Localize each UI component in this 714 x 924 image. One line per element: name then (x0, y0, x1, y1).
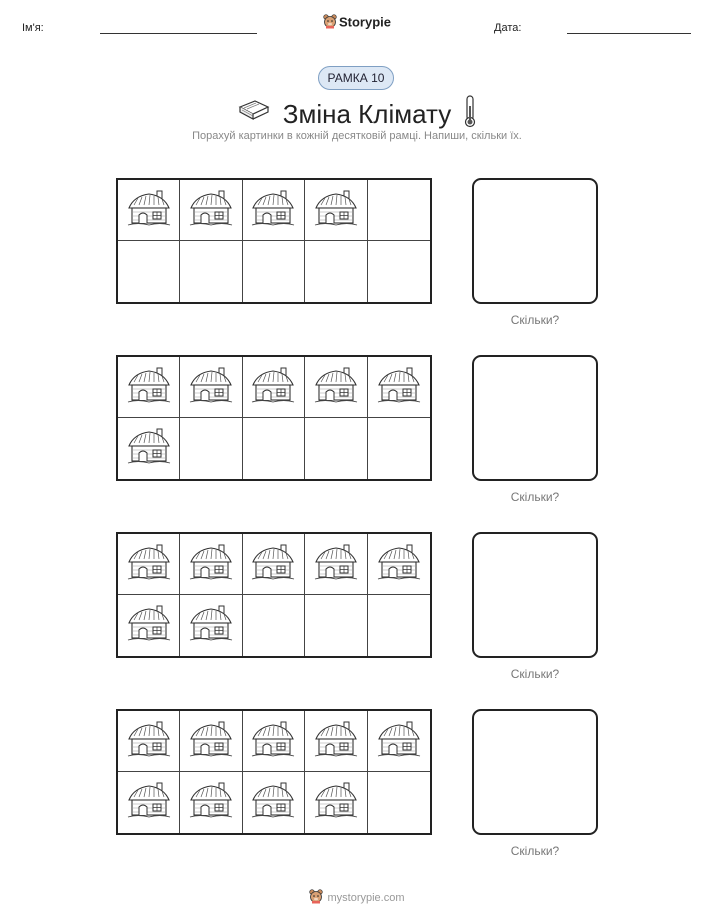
frame-cell (243, 241, 305, 302)
answer-label-1: Скільки? (510, 313, 560, 327)
ten-frame-3 (116, 532, 432, 658)
frame-cell (243, 534, 305, 595)
answer-box-3[interactable] (472, 532, 598, 658)
bear-icon (323, 14, 337, 32)
frame-cell (368, 711, 430, 772)
house-icon (188, 542, 234, 587)
house-icon (376, 542, 422, 587)
house-icon (126, 426, 172, 471)
date-line[interactable] (567, 33, 691, 34)
frame-cell (180, 241, 242, 302)
frame-cell (305, 357, 367, 418)
frame-cell (243, 772, 305, 833)
frame-cell (305, 772, 367, 833)
house-icon (376, 365, 422, 410)
frame-cell (305, 534, 367, 595)
house-icon (126, 188, 172, 233)
book-icon (237, 98, 271, 131)
level-badge: РАМКА 10 (318, 66, 394, 90)
frame-cell (305, 711, 367, 772)
frame-cell (243, 711, 305, 772)
frame-cell (180, 534, 242, 595)
thermometer-icon (463, 94, 477, 135)
answer-label-4: Скільки? (510, 844, 560, 858)
house-icon (250, 542, 296, 587)
house-icon (250, 365, 296, 410)
frame-cell (118, 357, 180, 418)
house-icon (250, 188, 296, 233)
instruction-text: Порахуй картинки в кожній десятковій рамці. Напиши, скільки їх. (192, 130, 522, 142)
house-icon (313, 188, 359, 233)
frame-cell (243, 595, 305, 656)
frame-cell (368, 241, 430, 302)
title-text: Зміна Клімату (282, 99, 452, 129)
answer-box-2[interactable] (472, 355, 598, 481)
frame-cell (118, 180, 180, 241)
frame-cell (118, 772, 180, 833)
house-icon (188, 719, 234, 764)
footer-url: mystorypie.com (327, 891, 405, 904)
name-line[interactable] (100, 33, 257, 34)
frame-cell (243, 357, 305, 418)
footer (0, 889, 714, 907)
frame-cell (180, 595, 242, 656)
frame-cell (118, 418, 180, 479)
frame-cell (368, 180, 430, 241)
frame-cell (305, 595, 367, 656)
house-icon (313, 780, 359, 825)
answer-label-2: Скільки? (510, 490, 560, 504)
frame-cell (368, 772, 430, 833)
frame-cell (118, 534, 180, 595)
name-label: Ім'я: (22, 22, 44, 34)
frame-cell (180, 711, 242, 772)
frame-cell (305, 418, 367, 479)
answer-box-1[interactable] (472, 178, 598, 304)
frame-cell (305, 180, 367, 241)
house-icon (250, 780, 296, 825)
house-icon (188, 365, 234, 410)
page-title (0, 94, 714, 135)
house-icon (376, 719, 422, 764)
frame-cell (180, 418, 242, 479)
frame-cell (180, 772, 242, 833)
frame-cell (368, 357, 430, 418)
answer-label-3: Скільки? (510, 667, 560, 681)
ten-frame-2 (116, 355, 432, 481)
house-icon (313, 542, 359, 587)
house-icon (126, 365, 172, 410)
house-icon (126, 780, 172, 825)
frame-cell (368, 418, 430, 479)
bear-icon (309, 889, 323, 907)
frame-cell (368, 595, 430, 656)
frame-cell (118, 595, 180, 656)
house-icon (250, 719, 296, 764)
frame-cell (180, 180, 242, 241)
house-icon (313, 365, 359, 410)
frame-cell (180, 357, 242, 418)
ten-frame-1 (116, 178, 432, 304)
house-icon (126, 603, 172, 648)
brand-logo (0, 14, 714, 32)
house-icon (188, 780, 234, 825)
brand-name: Storypie (338, 14, 391, 30)
frame-cell (118, 711, 180, 772)
frame-cell (243, 180, 305, 241)
ten-frame-4 (116, 709, 432, 835)
house-icon (126, 542, 172, 587)
frame-cell (243, 418, 305, 479)
date-label: Дата: (494, 22, 522, 34)
house-icon (188, 188, 234, 233)
frame-cell (118, 241, 180, 302)
answer-box-4[interactable] (472, 709, 598, 835)
house-icon (126, 719, 172, 764)
frame-cell (305, 241, 367, 302)
frame-cell (368, 534, 430, 595)
house-icon (188, 603, 234, 648)
house-icon (313, 719, 359, 764)
